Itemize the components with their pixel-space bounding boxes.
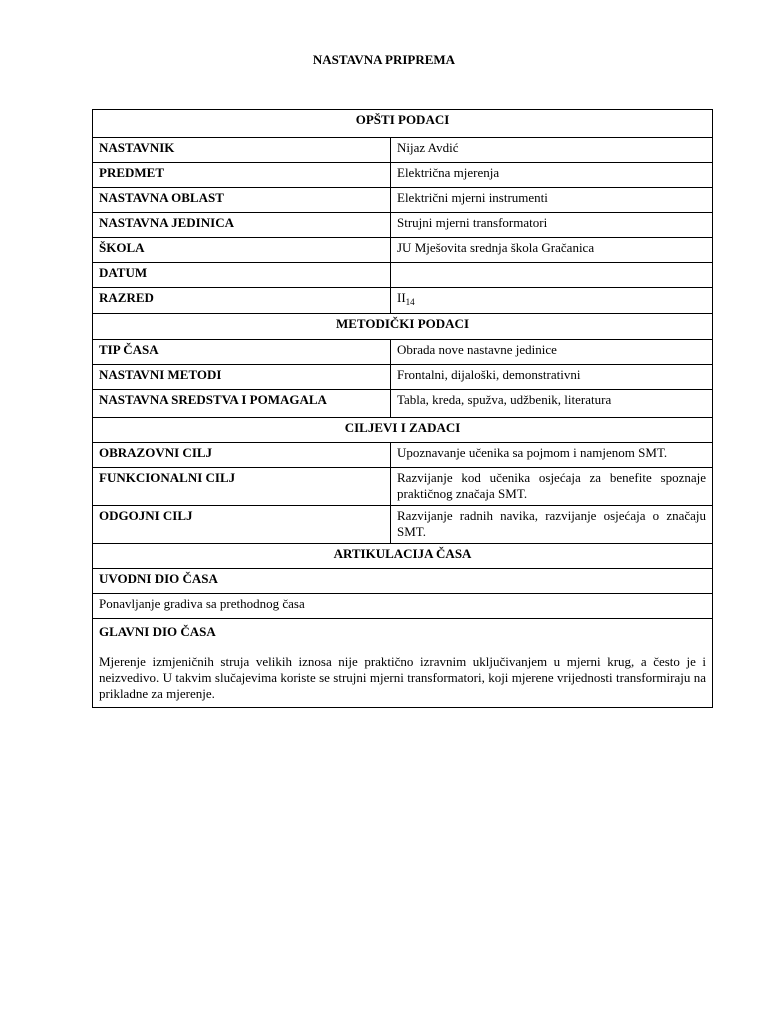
educational-goal-value: Upoznavanje učenika sa pojmom i namjenom SMT. — [391, 443, 713, 468]
main-part-text: Mjerenje izmjeničnih struja velikih iznosa nije praktično izravnim uključivanjem u mjerni krug, a često je i neizvedivo. U takvim slučajevima koriste se strujni mjerni transformatori, koji mjerene vrijednosti transformiraju na prikladne za mjerenje. — [99, 654, 707, 701]
row-date — [93, 263, 713, 288]
row-subject — [93, 163, 713, 188]
main-part-cell — [93, 619, 713, 708]
unit-value: Strujni mjerni transformatori — [391, 213, 713, 238]
row-school — [93, 238, 713, 263]
section-row-general — [93, 110, 713, 138]
subject-label: PREDMET — [93, 163, 391, 188]
row-functional-goal — [93, 468, 713, 506]
row-teacher — [93, 138, 713, 163]
section-heading-goals: CILJEVI I ZADACI — [93, 418, 713, 443]
intro-part-text: Ponavljanje gradiva sa prethodnog časa — [93, 594, 713, 619]
area-label: NASTAVNA OBLAST — [93, 188, 391, 213]
row-intro-heading — [93, 569, 713, 594]
row-unit — [93, 213, 713, 238]
row-methods — [93, 365, 713, 390]
intro-part-heading: UVODNI DIO ČASA — [93, 569, 713, 594]
tools-value: Tabla, kreda, spužva, udžbenik, literatura — [391, 390, 713, 418]
methods-label: NASTAVNI METODI — [93, 365, 391, 390]
row-area — [93, 188, 713, 213]
grade-value — [391, 288, 713, 314]
section-heading-general: OPŠTI PODACI — [93, 110, 713, 138]
teacher-label: NASTAVNIK — [93, 138, 391, 163]
tools-label: NASTAVNA SREDSTVA I POMAGALA — [93, 390, 391, 418]
school-value: JU Mješovita srednja škola Gračanica — [391, 238, 713, 263]
school-label: ŠKOLA — [93, 238, 391, 263]
row-main-part — [93, 619, 713, 708]
lesson-type-label: TIP ČASA — [93, 340, 391, 365]
section-row-methodic — [93, 314, 713, 340]
lesson-plan-table — [92, 109, 713, 708]
date-value — [391, 263, 713, 288]
row-tools — [93, 390, 713, 418]
date-label: DATUM — [93, 263, 391, 288]
grade-subscript: 14 — [405, 297, 415, 307]
section-row-articulation — [93, 544, 713, 569]
lesson-type-value: Obrada nove nastavne jedinice — [391, 340, 713, 365]
row-upbringing-goal — [93, 506, 713, 544]
unit-label: NASTAVNA JEDINICA — [93, 213, 391, 238]
section-heading-articulation: ARTIKULACIJA ČASA — [93, 544, 713, 569]
row-grade — [93, 288, 713, 314]
section-row-goals — [93, 418, 713, 443]
grade-roman: II — [397, 290, 406, 305]
row-intro-text — [93, 594, 713, 619]
upbringing-goal-value: Razvijanje radnih navika, razvijanje osjećaja o značaju SMT. — [391, 506, 713, 544]
area-value: Električni mjerni instrumenti — [391, 188, 713, 213]
teacher-value: Nijaz Avdić — [391, 138, 713, 163]
row-lesson-type — [93, 340, 713, 365]
functional-goal-value: Razvijanje kod učenika osjećaja za benefite spoznaje praktičnog značaja SMT. — [391, 468, 713, 506]
upbringing-goal-label: ODGOJNI CILJ — [93, 506, 391, 544]
section-heading-methodic: METODIČKI PODACI — [93, 314, 713, 340]
methods-value: Frontalni, dijaloški, demonstrativni — [391, 365, 713, 390]
educational-goal-label: OBRAZOVNI CILJ — [93, 443, 391, 468]
subject-value: Električna mjerenja — [391, 163, 713, 188]
document-title: NASTAVNA PRIPREMA — [312, 52, 456, 67]
grade-label: RAZRED — [93, 288, 391, 314]
row-educational-goal — [93, 443, 713, 468]
main-part-heading: GLAVNI DIO ČASA — [99, 624, 216, 639]
functional-goal-label: FUNKCIONALNI CILJ — [93, 468, 391, 506]
